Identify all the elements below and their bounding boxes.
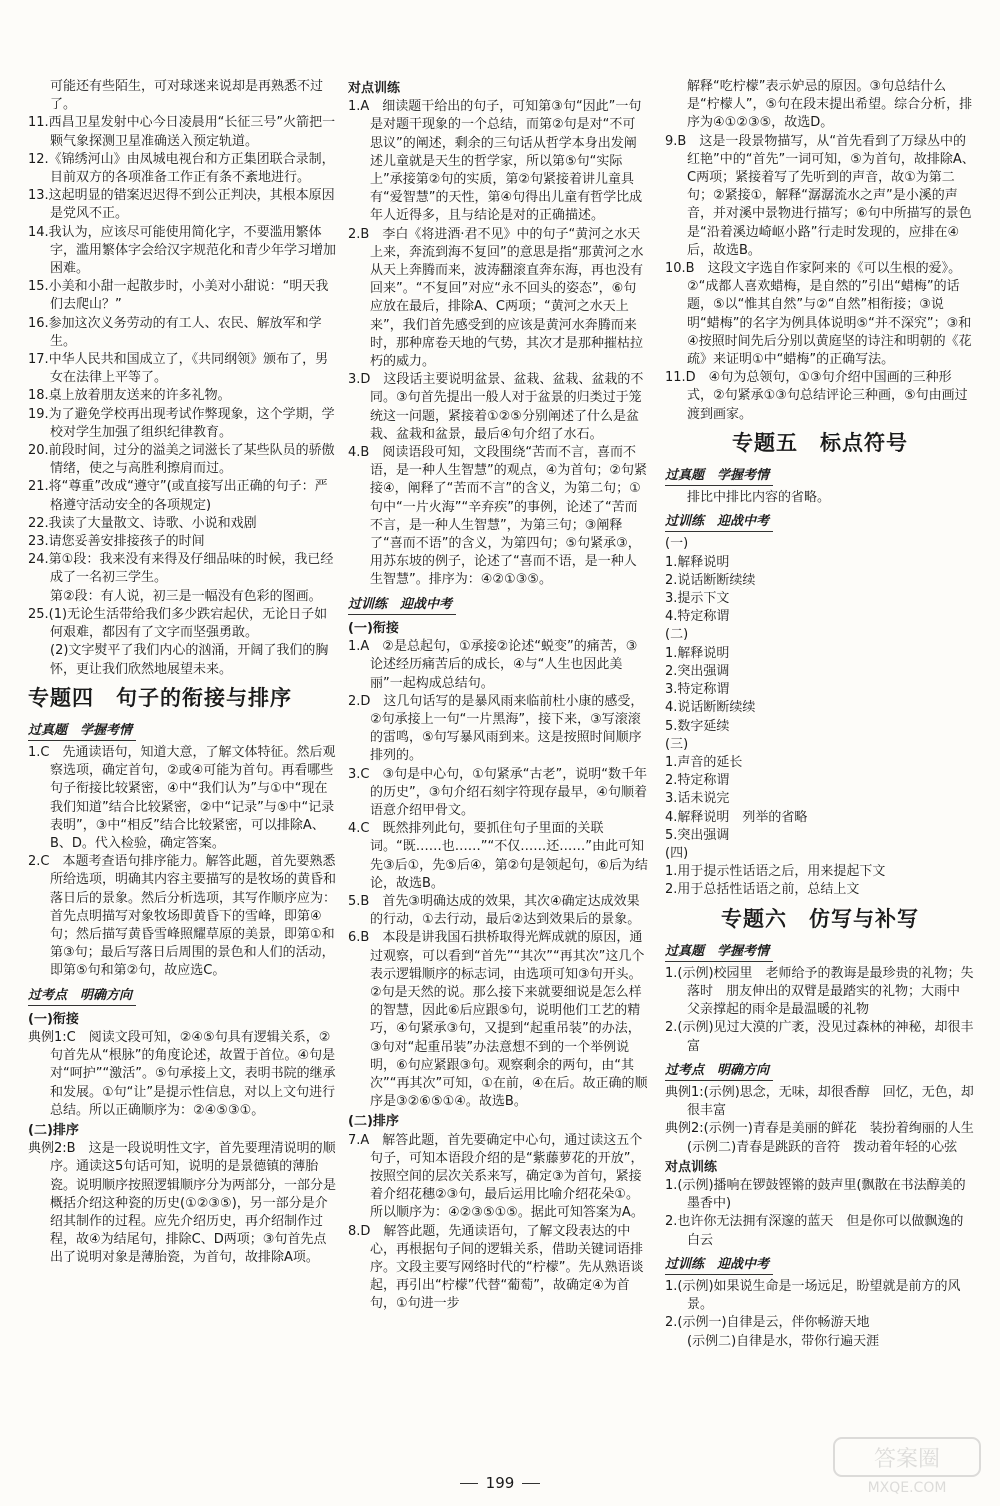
answer-item: 15.小美和小甜一起散步时，小美对小甜说：“明天我们去爬山？” xyxy=(28,279,329,313)
answer-item: 11.西昌卫星发射中心今日凌晨用“长征三号”火箭把一颗气象探测卫星准确送入预定轨道。 xyxy=(28,115,336,149)
column-middle xyxy=(348,78,648,1314)
group-item: 2.特定称谓 xyxy=(665,773,730,789)
group-item: 5.数字延续 xyxy=(665,718,730,734)
answer-line: 排比中排比内容的省略。 xyxy=(687,490,831,506)
answer-item: 23.请您妥善安排接孩子的时间 xyxy=(28,534,205,550)
answer-list-d xyxy=(665,1278,975,1351)
sub-heading: (一)衔接 xyxy=(28,1011,79,1027)
section-heading-5: 专题五 标点符号 xyxy=(732,430,908,455)
tag-label: 过训练 迎战中考 xyxy=(348,596,456,615)
answer-item: 1.C 先通读语句，知道大意，了解文体特征。然后观察选项，确定首句，②或④可能为首句。再看哪些句子衔接比较紧密，④中“我们认为”与①中“现在我们知道”结合比较紧密，②中“记录”与⑤中“记录表明”，③中“相反”结合比较紧密，可以排除A、B、D。代入检验，确定答案。 xyxy=(28,744,336,851)
sub-heading: 对点训练 xyxy=(665,1159,718,1175)
answer-item: 24.第①段：我来没有来得及仔细品味的时候，我已经成了一名初三学生。 xyxy=(28,552,334,586)
answer-item: 10.B 这段文字选自作家阿来的《可以生根的爱》。②“成都人喜欢蜡梅，是自然的”引出“蜡梅”的话题，⑤以“惟其自然”与②“自然”相衔接；③说明“蜡梅”的名字为例具体说明⑤“并不深究”；③和④按照时间先后分别以黄庭坚的诗注和明朝的《花疏》来证明①中“蜡梅”的正确写法。 xyxy=(665,261,972,368)
answer-item: 9.B 这是一段景物描写，从“首先看到了万绿丛中的红艳”中的“首先”一词可知，⑤为首句，故排除A、C两项；紧接着写了先听到的声音，故①为第二句；②紧接①，解释“潺潺流水之声”是小溪的声音，并对溪中景物进行描写；⑥句中所描写的景色是“沿着溪边崎岖小路”行走时发现的，应排在④后，故选B。 xyxy=(665,133,975,258)
answer-item: (示例二)青春是跳跃的音符 拨动着年轻的心弦 xyxy=(687,1139,958,1155)
answer-item: 典例2:(示例一)青春是美丽的鲜花 装扮着绚丽的人生 xyxy=(665,1121,974,1137)
items-top xyxy=(28,78,336,679)
answer-item: 1.(示例)如果说生命是一场远足，盼望就是前方的风景。 xyxy=(665,1278,961,1313)
answer-item: 2.D 这几句话写的是暴风雨来临前杜小康的感受，②句承接上一句“一片黑海”，接下来，③写滚滚的雷鸣，⑤句写暴风雨到来。这是按照时间顺序排列的。 xyxy=(348,693,644,764)
group-item: 1.声音的延长 xyxy=(665,754,743,770)
answer-item: 5.B 首先③明确达成的效果，其次④确定达成效果的行动，①去行动，最后②达到效果后的景象。 xyxy=(348,893,641,928)
column-left xyxy=(28,78,336,1268)
answer-item: 可能还有些陌生，可对球迷来说却是再熟悉不过了。 xyxy=(50,79,324,113)
answer-item: 典例1:C 阅读文段可知，②④⑤句具有逻辑关系，②句首先从“根脉”的角度论述，故置于首位。④句是对“呵护”“激活”。⑤句承接上文，表明书院的继承和发展。①句“让”是提示性信息，对以上文句进行总结。所以正确顺序为：②④⑤③①。 xyxy=(28,1029,336,1118)
answer-item: 2.C 本题考查语句排序能力。解答此题，首先要熟悉所给选项，明确其内容主要描写的是牧场的黄昏和落日后的景象。然后分析选项，其写作顺序应为：首先点明描写对象牧场即黄昏下的雪峰，即第④句；然后描写黄昏雪峰照耀草原的美景，即第①和第③句；最后写落日后周围的景色和人们的活动，即第⑤句和第②句，故应选C。 xyxy=(28,854,337,979)
group-label: (三) xyxy=(665,736,689,752)
answer-item: (示例二)自律是水，带你行遍天涯 xyxy=(687,1333,880,1349)
group-label: (四) xyxy=(665,845,689,861)
page-number-text: 199 xyxy=(485,1474,515,1492)
sub-heading: 对点训练 xyxy=(348,81,401,96)
answer-item: 19.为了避免学校再出现考试作弊现象，这个学期，学校对学生加强了组织纪律教育。 xyxy=(28,406,335,440)
answer-item: 2.(示例一)自律是云，伴你畅游天地 xyxy=(665,1315,870,1331)
tag-label: 过考点 明确方向 xyxy=(28,987,136,1006)
answer-item: 6.B 本段是讲我国石拱桥取得光辉成就的原因，通过观察，可以看到“首先”“其次”“再其次”这几个表示逻辑顺序的标志词，由选项可知③句开头。②句是天然的说。那么接下来就要细说是怎么样的智慧，因此⑥后应跟⑤句，说明他们工艺的精巧，④句紧承③句，又提到“起重吊装”的办法，③句对“起重吊装”办法意想不到的一个举例说明，⑥句应紧跟③句。观察剩余的两句，由“其次”“再其次”可知，①在前，④在后。故正确的顺序是③②⑥⑤①④。故选B。 xyxy=(348,930,648,1110)
answer-item: 12.《锦绣河山》由凤城电视台和方正集团联合录制，目前双方的各项准备工作正有条不紊地进行。 xyxy=(28,151,335,186)
answer-item: 13.这起明显的错案迟迟得不到公正判决，其根本原因是党风不正。 xyxy=(28,188,335,222)
punctuation-groups xyxy=(665,535,975,899)
answer-item: 7.A 解答此题，首先要确定中心句，通过读这五个句子，可知本语段介绍的是“紫藤萝花的开放”，按照空间的层次关系来写，确定③为首句，紧接着介绍花穗②③句，最后运用比喻介绍花朵①。所以顺序为：④②③⑤①⑤。据此可知答案为A。 xyxy=(348,1132,644,1221)
answer-item: 22.我读了大量散文、诗歌、小说和戏剧 xyxy=(28,515,257,531)
answer-item: 16.参加这次义务劳动的有工人、农民、解放军和学生。 xyxy=(28,315,322,349)
svg-text:答案圈: 答案圈 xyxy=(873,1447,941,1472)
tag-label: 过真题 学握考情 xyxy=(28,722,136,741)
answer-list-c xyxy=(28,1140,336,1267)
tag-label: 过考点 明确方向 xyxy=(665,1062,773,1081)
answer-item: 8.D 解答此题，先通读语句，了解文段表达的中心，再根据句子间的逻辑关系，借助关键词语排序。文段主要写网络时代的“柠檬”。先从熟语谈起，再引出“柠檬”代替“葡萄”，故确定④为首句，①句进一步 xyxy=(348,1223,644,1312)
group-item: 4.说话断断续续 xyxy=(665,700,756,716)
answer-item: 解释“吃柠檬”表示妒忌的原因。③句总结什么是“柠檬人”，⑤句在段末提出希望。综合分析，排序为④①②③⑤，故选D。 xyxy=(687,79,973,131)
tag-label: 过真题 学握考情 xyxy=(665,943,773,962)
answer-item: 第②段：有人说，初三是一幅没有色彩的图画。 xyxy=(50,588,322,604)
group-item: 5.突出强调 xyxy=(665,827,730,843)
answer-item: 1.(示例)播响在锣鼓铿锵的鼓声里(飘散在书法醇美的墨香中) xyxy=(665,1177,966,1212)
answer-item: 2.(示例)见过大漠的广袤，没见过森林的神秘，却很丰富 xyxy=(665,1020,974,1054)
group-item: 1.解释说明 xyxy=(665,554,730,570)
svg-text:MXQE.COM: MXQE.COM xyxy=(867,1480,947,1496)
group-item: 2.突出强调 xyxy=(665,663,730,679)
group-item: 3.特定称谓 xyxy=(665,682,730,698)
answer-item: (2)文字熨平了我们内心的汹涌，开阔了我们的胸怀，更让我们欣然地展望未来。 xyxy=(50,643,329,677)
items-top xyxy=(665,78,975,424)
answer-list-b xyxy=(28,1029,336,1120)
group-item: 3.提示下文 xyxy=(665,591,730,607)
group-item: 2.用于总括性话语之前，总结上文 xyxy=(665,882,860,898)
answer-item: 3.C ③句是中心句，①句紧承“古老”，说明“数千年的历史”，③句介绍石刻字符现存最早，④句顺着语意介绍甲骨文。 xyxy=(348,766,648,818)
answer-item: 2.也许你无法拥有深邃的蓝天 但是你可以做飘逸的白云 xyxy=(665,1214,964,1248)
answer-item: 4.C 既然排列此句，要抓住句子里面的关联词。“既……也……”“不仅……还……”由此可知先③后①，先⑤后④，第②句是领起句，⑥后为结论，故选B。 xyxy=(348,821,648,891)
answer-item: 1.(示例)校园里 老师给予的教诲是最珍贵的礼物；失落时 朋友伸出的双臂是最踏实的礼物；大雨中 父亲撑起的雨伞是最温暖的礼物 xyxy=(665,965,974,1018)
group-label: (一) xyxy=(665,536,689,552)
group-item: 1.解释说明 xyxy=(665,645,730,661)
answer-item: 21.将“尊重”改成“遵守”(或直接写出正确的句子：严格遵守活动安全的各项规定) xyxy=(28,479,328,513)
items-top xyxy=(348,98,648,589)
section-heading-4: 专题四 句子的衔接与排序 xyxy=(28,685,292,710)
answer-item: 25.(1)无论生活带给我们多少跌宕起伏，无论日子如何艰难，都因有了文字而坚强勇敢。 xyxy=(28,606,328,641)
tag-label: 过真题 学握考情 xyxy=(665,467,773,486)
answer-item: 典例2:B 这是一段说明性文字，首先要理清说明的顺序。通读这5句话可知，说明的是景德镇的薄胎瓷。说明顺序按照逻辑顺序分为两部分，一部分是概括介绍这种瓷的历史(①②③⑤)，另一部分是介绍其制作的过程。应先介绍历史，再介绍制作过程，故④为结尾句，排除C、D两项；③句首先点出了说明对象是薄胎瓷，为首句，故排除A项。 xyxy=(28,1141,337,1266)
answer-list-a xyxy=(665,965,975,1056)
sub-heading: (二)排序 xyxy=(28,1122,79,1138)
answer-list-b xyxy=(665,1084,975,1157)
answer-item: 4.B 阅读语段可知，文段围绕“苦而不言，喜而不语，是一种人生智慧”的观点，④为首句；②句紧接④，阐释了“苦而不言”的含义，为第二句；①句中“一片火海”“辛弃疾”的事例，论述了“苦而不言，是一种人生智慧”，为第三句；③阐释了“喜而不语”的含义，为第四句；⑤句紧承③，用苏东坡的例子，论述了“喜而不语，是一种人生智慧”。排序为：④②①③⑤。 xyxy=(348,445,648,588)
watermark-logo-icon xyxy=(832,1436,982,1496)
group-item: 1.用于提示性话语之后，用来提起下文 xyxy=(665,864,886,880)
sub-heading: (二)排序 xyxy=(348,1114,399,1130)
sub-heading: (一)衔接 xyxy=(348,620,399,636)
answer-item: 20.前段时间，过分的溢美之词滋长了某些队员的骄傲情绪，使之与高胜利擦肩而过。 xyxy=(28,443,335,477)
answer-item: 典例1:(示例)思念，无味，却很香醇 回忆，无色，却很丰富 xyxy=(665,1084,974,1119)
answer-item: 14.我认为，应该尽可能使用简化字，不要滥用繁体字，滥用繁体字会给汉字规范化和青少年学习增加困难。 xyxy=(28,224,337,277)
answer-item: 3.D 这段话主要说明盆景、盆栽、盆栽、盆栽的不同。③句首先提出一般人对于盆景的归类过于笼统这一问题，紧接着①②⑤分别阐述了什么是盆栽、盆栽和盆景，最后④句介绍了水石。 xyxy=(348,372,644,442)
answer-item: 17.中华人民共和国成立了，《共同纲领》颁布了，男女在法律上平等了。 xyxy=(28,352,329,386)
answer-item: 1.A 细读题干给出的句子，可知第③句“因此”一句是对题干现象的一个总结，而第②句是对“不可思议”的阐述，剩余的三句话从哲学本身出发阐述儿童就是天生的哲学家，所以第⑤句“实际上”承接第②句的实质，第②句紧接着讲儿童具有“爱智慧”的天性，第④句得出儿童有哲学比成年人近得多，且与结论是对的正确描述。 xyxy=(348,99,643,224)
answer-item: 2.B 李白《将进酒·君不见》中的句子“黄河之水天上来，奔流到海不复回”的意思是指“那黄河之水从天上奔腾而来，波涛翻滚直奔东海，再也没有回来”。“不复回”对应“永不回头的姿态”，⑥句应放在最后，排除A、C两项；“黄河之水天上来”，我们首先感受到的应该是黄河水奔腾而来时，那种席卷天地的气势，其次才是那种摧枯拉朽的威力。 xyxy=(348,226,644,370)
answer-list-a xyxy=(28,744,336,981)
section-heading-6: 专题六 仿写与补写 xyxy=(721,906,919,931)
tag-label: 过训练 迎战中考 xyxy=(665,1256,773,1275)
answer-list-a xyxy=(348,638,648,1111)
group-label: (二) xyxy=(665,627,689,643)
answer-list-b xyxy=(348,1132,648,1314)
column-right xyxy=(665,78,975,1351)
group-item: 4.解释说明 列举的省略 xyxy=(665,809,808,825)
answer-item: 1.A ②是总起句，①承接②论述“蜕变”的痛苦，③论述经历痛苦后的成长，④与“人生也因此美丽”一起构成总结句。 xyxy=(348,639,638,691)
answer-list-c xyxy=(665,1177,975,1250)
answer-item: 11.D ④句为总领句，①③句介绍中国画的三种形式，②句紧承①③句总结评论三种画，⑤句由画过渡到画家。 xyxy=(665,370,968,422)
group-item: 2.说话断断续续 xyxy=(665,572,756,588)
tag-label: 过训练 迎战中考 xyxy=(665,513,773,532)
group-item: 4.特定称谓 xyxy=(665,609,730,625)
group-item: 3.话未说完 xyxy=(665,791,730,807)
answer-item: 18.桌上放着朋友送来的许多礼物。 xyxy=(28,388,231,404)
